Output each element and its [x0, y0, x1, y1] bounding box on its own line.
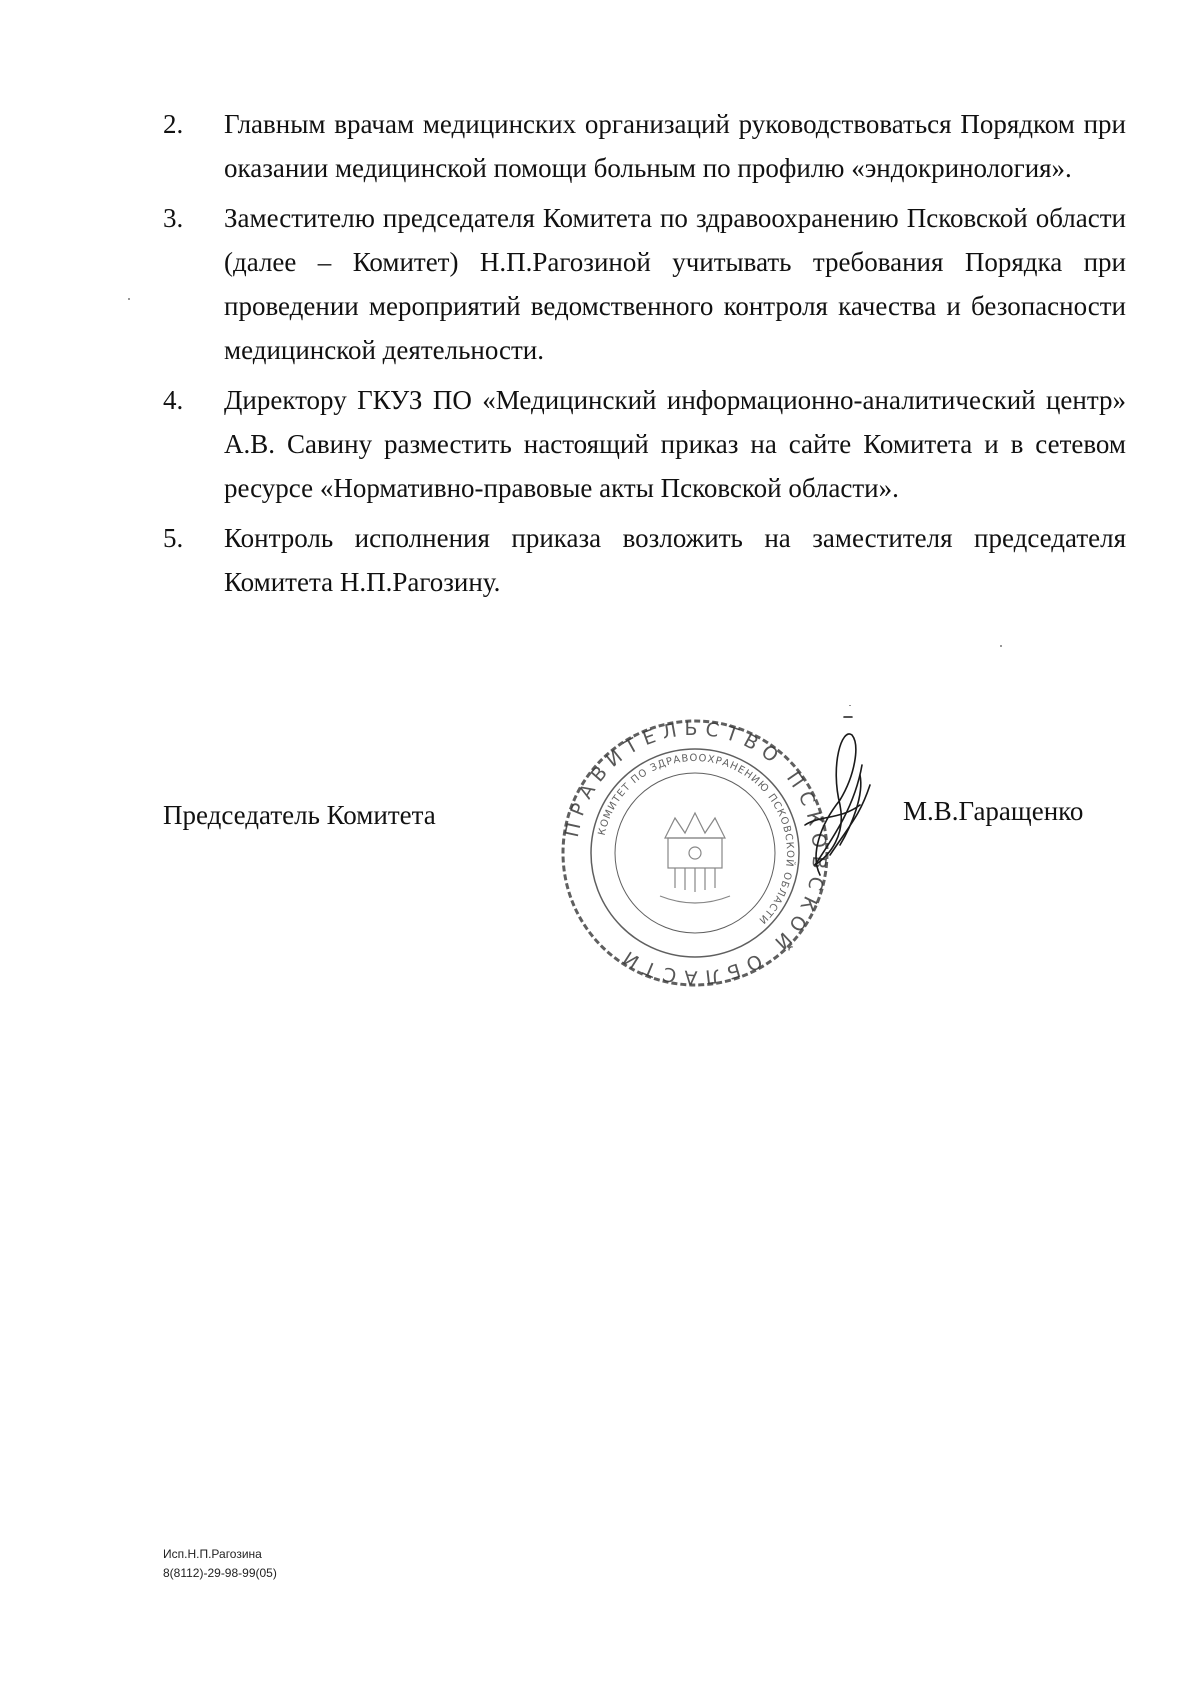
item-number: 2. — [163, 109, 184, 139]
item-text: Заместителю председателя Комитета по здравоохранению Псковской области (далее – Комитет) Н.П.Рагозиной учитывать требования Порядка при проведении мероприятий ведомственного контроля качества и безопасности медицинской деятельности. — [224, 203, 1126, 365]
executor-footer — [163, 1545, 277, 1583]
executor-name: Исп.Н.П.Рагозина — [163, 1547, 262, 1561]
order-item — [163, 102, 1126, 190]
order-item — [163, 378, 1126, 510]
item-text: Главным врачам медицинских организаций руководствоваться Порядком при оказании медицинской помощи больным по профилю «эндокринология». — [224, 109, 1126, 183]
order-items-list — [163, 102, 1126, 610]
item-number: 3. — [163, 203, 184, 233]
scan-speck — [1000, 645, 1002, 647]
signature-block — [163, 796, 1123, 860]
executor-phone: 8(8112)-29-98-99(05) — [163, 1566, 277, 1580]
stamp-outer-text: ПРАВИТЕЛЬСТВО ПСКОВСКОЙ ОБЛАСТИ — [560, 718, 830, 988]
item-text: Директору ГКУЗ ПО «Медицинский информационно-аналитический центр» А.В. Савину разместить настоящий приказ на сайте Комитета и в сетевом ресурсе «Нормативно-правовые акты Псковской области». — [224, 385, 1126, 503]
signatory-title: Председатель Комитета — [163, 800, 436, 830]
item-number: 5. — [163, 523, 184, 553]
scan-speck — [128, 298, 130, 300]
order-item — [163, 196, 1126, 372]
order-item — [163, 516, 1126, 604]
item-text: Контроль исполнения приказа возложить на заместителя председателя Комитета Н.П.Рагозину. — [224, 523, 1126, 597]
signatory-name: М.В.Гаращенко — [903, 796, 1084, 826]
stamp-inner-text: КОМИТЕТ ПО ЗДРАВООХРАНЕНИЮ ПСКОВСКОЙ ОБЛАСТИ — [596, 752, 796, 926]
item-number: 4. — [163, 385, 184, 415]
